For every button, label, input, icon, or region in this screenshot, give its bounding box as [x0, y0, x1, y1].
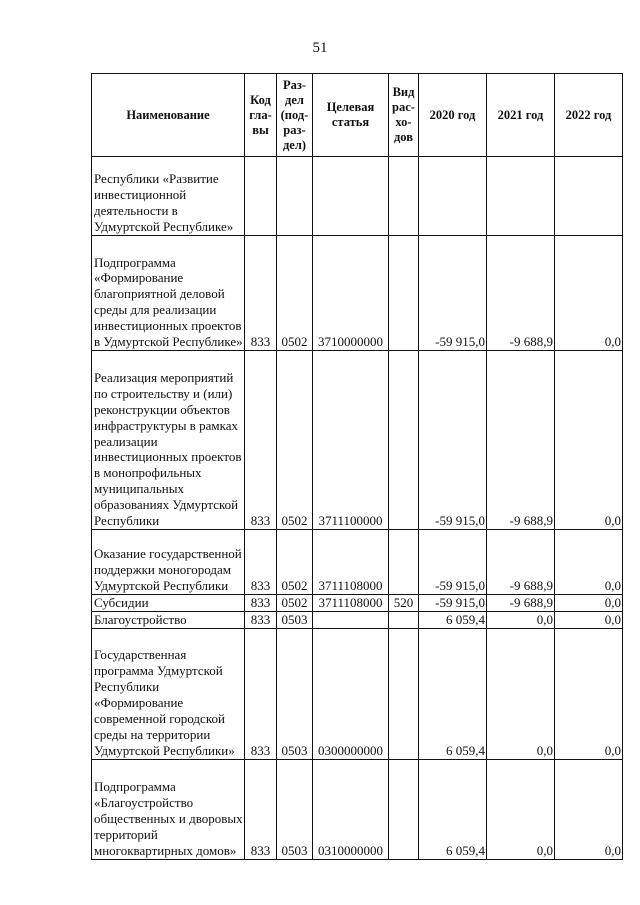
- cell-2022: 0,0: [555, 628, 623, 759]
- cell-type: [389, 530, 419, 595]
- header-target: Целевая статья: [313, 74, 389, 157]
- cell-2022: 0,0: [555, 759, 623, 859]
- cell-2020: -59 915,0: [419, 351, 487, 530]
- cell-section: 0502: [277, 595, 313, 612]
- cell-target: 3710000000: [313, 236, 389, 351]
- cell-type: [389, 759, 419, 859]
- cell-type: [389, 628, 419, 759]
- header-section: Раз- дел (под- раз- дел): [277, 74, 313, 157]
- header-2021: 2021 год: [487, 74, 555, 157]
- cell-code: 833: [245, 530, 277, 595]
- cell-section: [277, 157, 313, 236]
- cell-2022: 0,0: [555, 530, 623, 595]
- header-name: Наименование: [92, 74, 245, 157]
- table-row: [92, 628, 623, 759]
- header-code: Код гла- вы: [245, 74, 277, 157]
- cell-type: [389, 236, 419, 351]
- cell-code: 833: [245, 628, 277, 759]
- cell-code: 833: [245, 759, 277, 859]
- cell-2022: [555, 157, 623, 236]
- cell-2021: 0,0: [487, 628, 555, 759]
- cell-2022: 0,0: [555, 236, 623, 351]
- cell-section: 0502: [277, 351, 313, 530]
- header-2022: 2022 год: [555, 74, 623, 157]
- table-row: [92, 759, 623, 859]
- cell-2021: 0,0: [487, 611, 555, 628]
- cell-name: Подпрограмма «Благоустройство общественных и дворовых территорий многоквартирных домов»: [92, 759, 245, 859]
- page-number: 51: [312, 40, 328, 56]
- cell-2022: 0,0: [555, 351, 623, 530]
- cell-2020: -59 915,0: [419, 236, 487, 351]
- table-row: [92, 611, 623, 628]
- cell-target: 3711100000: [313, 351, 389, 530]
- cell-section: 0503: [277, 628, 313, 759]
- cell-2022: 0,0: [555, 595, 623, 612]
- cell-2020: [419, 157, 487, 236]
- cell-type: [389, 351, 419, 530]
- cell-target: 3711108000: [313, 595, 389, 612]
- cell-section: 0502: [277, 530, 313, 595]
- table-row: [92, 595, 623, 612]
- cell-name: Государственная программа Удмуртской Республики «Формирование современной городской среды на территории Удмуртской Республики»: [92, 628, 245, 759]
- table-row: [92, 236, 623, 351]
- cell-code: 833: [245, 611, 277, 628]
- budget-table: [91, 73, 623, 860]
- table-row: [92, 351, 623, 530]
- cell-2020: -59 915,0: [419, 530, 487, 595]
- cell-code: 833: [245, 351, 277, 530]
- cell-code: 833: [245, 595, 277, 612]
- cell-code: [245, 157, 277, 236]
- cell-target: 0300000000: [313, 628, 389, 759]
- header-row: [92, 74, 623, 157]
- cell-2020: 6 059,4: [419, 611, 487, 628]
- cell-2021: -9 688,9: [487, 236, 555, 351]
- cell-name: Благоустройство: [92, 611, 245, 628]
- cell-name: Оказание государственной поддержки моногородам Удмуртской Республики: [92, 530, 245, 595]
- header-2020: 2020 год: [419, 74, 487, 157]
- cell-type: 520: [389, 595, 419, 612]
- cell-section: 0502: [277, 236, 313, 351]
- cell-2021: -9 688,9: [487, 530, 555, 595]
- cell-2021: 0,0: [487, 759, 555, 859]
- cell-name: Субсидии: [92, 595, 245, 612]
- cell-2022: 0,0: [555, 611, 623, 628]
- cell-section: 0503: [277, 759, 313, 859]
- cell-2020: -59 915,0: [419, 595, 487, 612]
- table-row: [92, 157, 623, 236]
- cell-target: 0310000000: [313, 759, 389, 859]
- cell-type: [389, 157, 419, 236]
- cell-type: [389, 611, 419, 628]
- cell-target: [313, 157, 389, 236]
- cell-2021: -9 688,9: [487, 351, 555, 530]
- cell-2020: 6 059,4: [419, 628, 487, 759]
- cell-name: Реализация мероприятий по строительству и (или) реконструкции объектов инфраструктуры в рамках реализации инвестиционных проектов в монопрофильных муниципальных образованиях Удмуртской Республики: [92, 351, 245, 530]
- cell-section: 0503: [277, 611, 313, 628]
- cell-2021: -9 688,9: [487, 595, 555, 612]
- cell-2021: [487, 157, 555, 236]
- cell-name: Подпрограмма «Формирование благоприятной деловой среды для реализации инвестиционных проектов в Удмуртской Республике»: [92, 236, 245, 351]
- cell-2020: 6 059,4: [419, 759, 487, 859]
- cell-code: 833: [245, 236, 277, 351]
- header-expense-type: Вид рас- хо- дов: [389, 74, 419, 157]
- cell-target: 3711108000: [313, 530, 389, 595]
- table-row: [92, 530, 623, 595]
- cell-name: Республики «Развитие инвестиционной деятельности в Удмуртской Республике»: [92, 157, 245, 236]
- cell-target: [313, 611, 389, 628]
